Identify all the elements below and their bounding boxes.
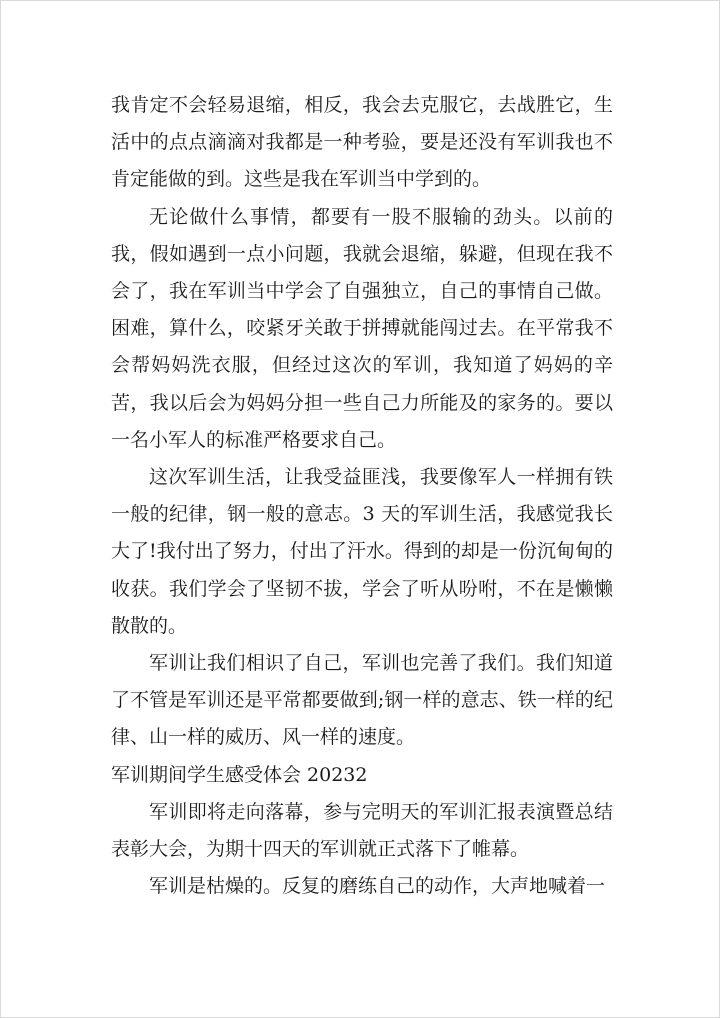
paragraph-4: 军训让我们相识了自己，军训也完善了我们。我们知道了不管是军训还是平常都要做到;钢一样的意志、铁一样的纪律、山一样的威历、风一样的速度。 (111, 652, 613, 749)
paragraph-2: 无论做什么事情，都要有一股不服输的劲头。以前的我，假如遇到一点小问题，我就会退缩，躲避，但现在我不会了，我在军训当中学会了自强独立，自己的事情自己做。困难，算什么，咬紧牙关敢于拼搏就能闯过去。在平常我不会帮妈妈洗衣服，但经过这次的军训，我知道了妈妈的辛苦，我以后会为妈妈分担一些自己力所能及的家务的。要以一名小军人的标准严格要求自己。 (111, 205, 613, 451)
paragraph-5: 军训即将走向落幕，参与完明天的军训汇报表演暨总结表彰大会，为期十四天的军训就正式落下了帷幕。 (111, 800, 613, 861)
paragraph-3: 这次军训生活，让我受益匪浅，我要像军人一样拥有铁一般的纪律，钢一般的意志。3 天的军训生活，我感觉我长大了!我付出了努力，付出了汗水。得到的却是一份沉甸甸的收获。我们学会了坚韧不拔，学会了听从吩咐，不在是懒懒散散的。 (111, 466, 613, 637)
section-heading: 军训期间学生感受体会 20232 (111, 763, 368, 786)
paragraph-1: 我肯定不会轻易退缩，相反，我会去克服它，去战胜它，生活中的点点滴滴对我都是一种考验，要是还没有军训我也不肯定能做的到。这些是我在军训当中学到的。 (111, 94, 613, 191)
paragraph-6: 军训是枯燥的。反复的磨练自己的动作，大声地喊着一 (149, 875, 606, 898)
document-body (111, 87, 613, 905)
